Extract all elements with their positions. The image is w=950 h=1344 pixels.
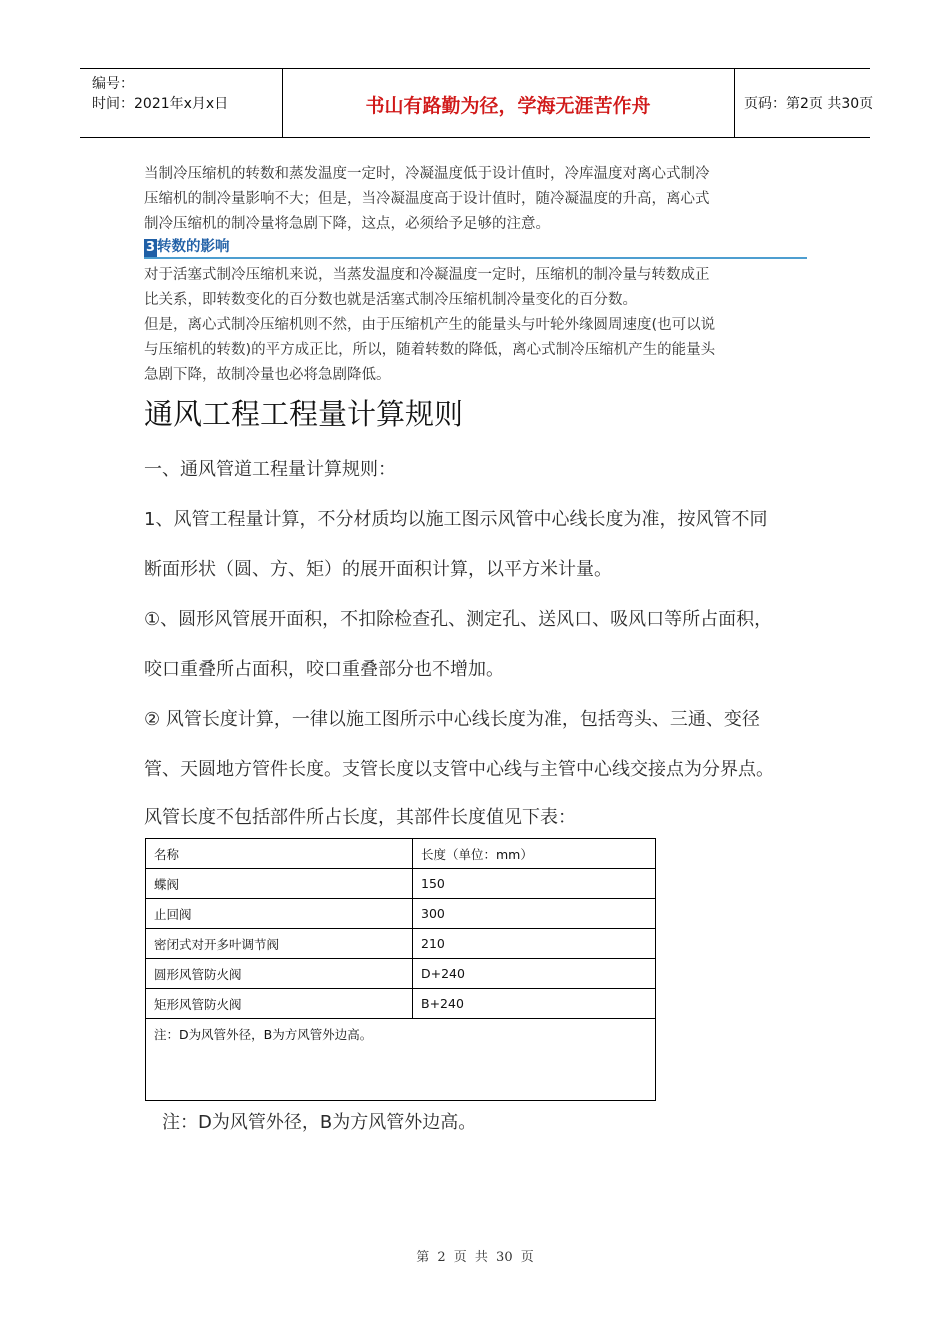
table-row <box>146 899 656 929</box>
column-header-length: 长度（单位：mm） <box>413 839 656 869</box>
body-line: 管、天圆地方管件长度。支管长度以支管中心线与主管中心线交接点为分界点。 <box>144 759 774 780</box>
body-line: 断面形状（圆、方、矩）的展开面积计算，以平方米计量。 <box>144 559 612 580</box>
body-line: 咬口重叠所占面积，咬口重叠部分也不增加。 <box>144 659 504 680</box>
section-line: 比关系，即转数变化的百分数也就是活塞式制冷压缩机制冷量变化的百分数。 <box>144 292 637 308</box>
body-line: 风管长度不包括部件所占长度，其部件长度值见下表： <box>144 807 576 828</box>
body-line: ② 风管长度计算，一律以施工图所示中心线长度为准，包括弯头、三通、变径 <box>144 709 760 730</box>
component-name-cell: 蝶阀 <box>146 869 413 899</box>
section-heading <box>144 235 807 259</box>
component-length-table <box>145 838 656 1101</box>
section-heading-text: 转数的影响 <box>157 239 230 255</box>
section-line: 对于活塞式制冷压缩机来说，当蒸发温度和冷凝温度一定时，压缩机的制冷量与转数成正 <box>144 267 710 283</box>
page-header <box>80 68 874 138</box>
table-row <box>146 989 656 1019</box>
table-note-row <box>146 1019 656 1101</box>
header-motto: 书山有路勤为径，学海无涯苦作舟 <box>365 95 651 117</box>
component-length-cell: B+240 <box>413 989 656 1019</box>
section-line: 与压缩机的转数)的平方成正比，所以，随着转数的降低，离心式制冷压缩机产生的能量头 <box>144 342 716 358</box>
header-page-cell <box>734 69 874 137</box>
section-line: 急剧下降，故制冷量也必将急剧降低。 <box>144 367 391 383</box>
table-footnote: 注：D为风管外径，B为方风管外边高。 <box>162 1112 477 1133</box>
component-length-cell: 150 <box>413 869 656 899</box>
document-number-label: 编号： <box>92 76 134 92</box>
header-motto-cell <box>282 69 735 137</box>
table-row <box>146 869 656 899</box>
body-line: 1、风管工程量计算，不分材质均以施工图示风管中心线长度为准，按风管不同 <box>144 509 768 530</box>
component-name-cell: 密闭式对开多叶调节阀 <box>146 929 413 959</box>
component-length-cell: 210 <box>413 929 656 959</box>
document-date: 时间：2021年x月x日 <box>92 96 229 112</box>
component-length-cell: 300 <box>413 899 656 929</box>
page-title: 通风工程工程量计算规则 <box>144 397 464 431</box>
section-number-badge: 3 <box>146 240 156 255</box>
component-name-cell: 止回阀 <box>146 899 413 929</box>
table-row <box>146 959 656 989</box>
body-line: 一、通风管道工程量计算规则： <box>144 459 396 480</box>
header-page-info: 页码：第2页 共30页 <box>744 96 874 112</box>
intro-line: 压缩机的制冷量影响不大；但是，当冷凝温度高于设计值时，随冷凝温度的升高，离心式 <box>144 191 710 207</box>
component-length-cell: D+240 <box>413 959 656 989</box>
column-header-name: 名称 <box>146 839 413 869</box>
intro-line: 当制冷压缩机的转数和蒸发温度一定时，冷凝温度低于设计值时，冷库温度对离心式制冷 <box>144 166 710 182</box>
header-meta <box>80 69 283 137</box>
body-line: ①、圆形风管展开面积，不扣除检查孔、测定孔、送风口、吸风口等所占面积， <box>144 609 773 630</box>
component-name-cell: 圆形风管防火阀 <box>146 959 413 989</box>
table-row <box>146 929 656 959</box>
table-header-row <box>146 839 656 869</box>
page-footer: 第 2 页 共 30 页 <box>416 1250 534 1265</box>
section-line: 但是，离心式制冷压缩机则不然，由于压缩机产生的能量头与叶轮外缘圆周速度(也可以说 <box>144 317 716 333</box>
intro-line: 制冷压缩机的制冷量将急剧下降，这点，必须给予足够的注意。 <box>144 216 550 232</box>
component-name-cell: 矩形风管防火阀 <box>146 989 413 1019</box>
table-note-cell: 注：D为风管外径，B为方风管外边高。 <box>146 1019 656 1101</box>
